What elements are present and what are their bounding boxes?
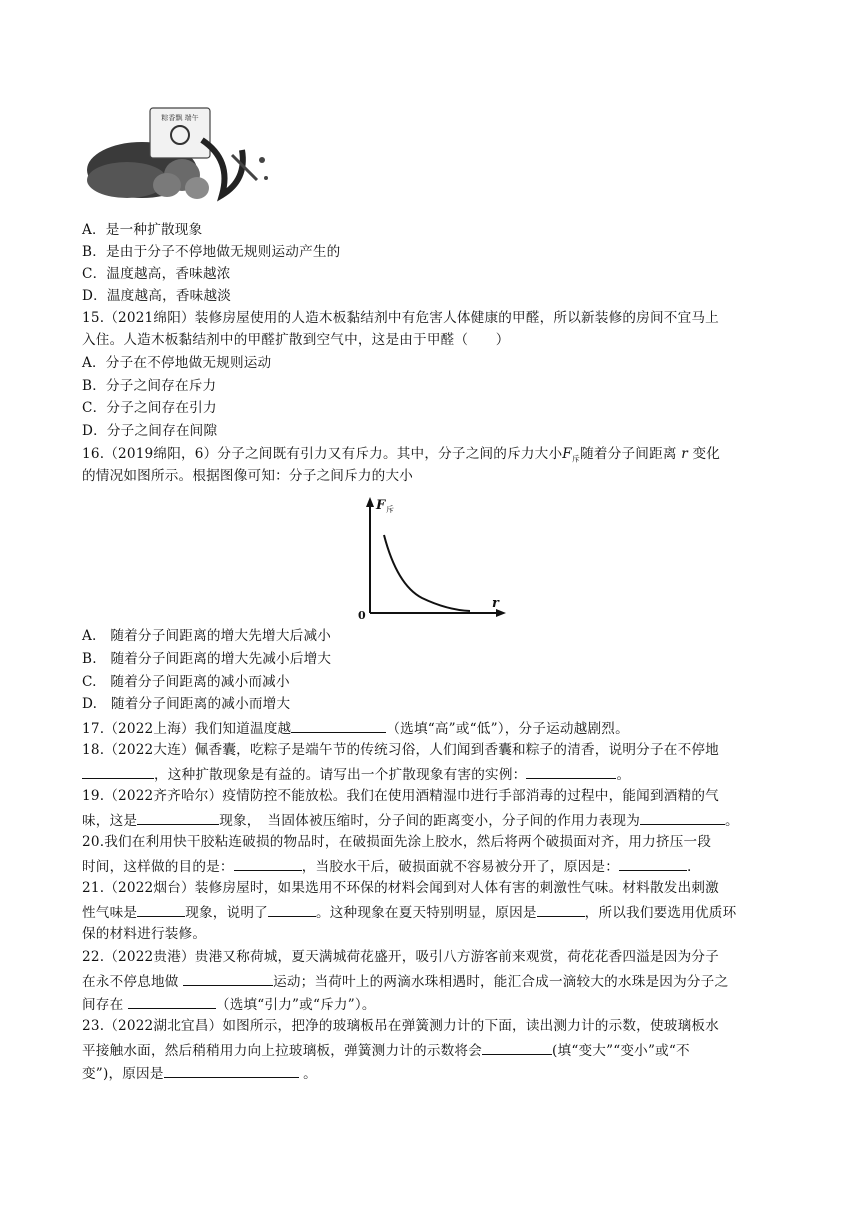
zongzi-photo <box>82 100 272 205</box>
q17-line <box>82 718 629 738</box>
q16-option-b: B. 随着分子间距离的增大先减小后增大 <box>82 651 332 667</box>
q20-text-3: . <box>687 859 692 875</box>
q14-option-d: D．温度越高，香味越淡 <box>82 288 232 304</box>
q22-blank-2[interactable] <box>128 994 216 1009</box>
symbol-r: r <box>681 446 688 462</box>
q23-text-2: (填“变大”“变小”或“不 <box>552 1043 690 1059</box>
q19-blank-2[interactable] <box>640 810 725 825</box>
q15-option-c: C．分子之间存在引力 <box>82 400 217 416</box>
q23-blank-2[interactable] <box>164 1063 299 1078</box>
q19-text-2: 现象， 当固体被压缩时，分子间的距离变小，分子间的作用力表现为 <box>219 813 640 829</box>
q22-text-1: 在永不停息地做 <box>82 974 184 990</box>
q19-blank-1[interactable] <box>137 810 219 825</box>
q22-text-3: 间存在 <box>82 997 128 1013</box>
q21-text-1: 性气味是 <box>82 905 138 921</box>
q21-blank-1[interactable] <box>137 902 185 917</box>
q20-text-2: ，当胶水干后，破损面就不容易被分开了，原因是： <box>301 859 619 875</box>
q22-line3 <box>82 994 376 1014</box>
q20-blank-1[interactable] <box>234 856 302 871</box>
symbol-F-sub: 斥 <box>571 454 581 464</box>
q21-text-3: 。这种现象在夏天特别明显，原因是 <box>315 905 537 921</box>
q16-stem-line2: 的情况如图所示。根据图像可知：分子之间斥力的大小 <box>82 468 414 484</box>
q21-text-2: 现象，说明了 <box>185 905 268 921</box>
q16-option-a: A. 随着分子间距离的增大先增大后减小 <box>82 628 332 644</box>
q22-line1: 22.（2022贵港）贵港又称荷城，夏天满城荷花盛开，吸引八方游客前来观赏，荷花花香四溢是因为分子 <box>82 949 719 965</box>
q16-stem-suffix: 随着分子间距离 <box>580 446 677 462</box>
q18-blank-2[interactable] <box>526 764 616 779</box>
q17-text-1: 17.（2022上海）我们知道温度越 <box>82 721 292 737</box>
q15-option-a: A．分子在不停地做无规则运动 <box>82 355 272 371</box>
q21-line1: 21.（2022烟台）装修房屋时，如果选用不环保的材料会闻到对人体有害的刺激性气味。材料散发出刺激 <box>82 880 719 896</box>
q23-line1: 23.（2022湖北宜昌）如图所示，把净的玻璃板吊在弹簧测力计的下面，读出测力计的示数，使玻璃板水 <box>82 1018 719 1034</box>
q20-text-1: 时间，这样做的目的是： <box>82 859 234 875</box>
q21-text-4: ，所以我们要选用优质环 <box>584 905 737 921</box>
origin-label: 0 <box>358 609 366 620</box>
q19-text-1: 味，这是 <box>82 813 138 829</box>
q23-line2 <box>82 1040 690 1060</box>
repulsion-curve <box>384 535 470 611</box>
q23-text-3: 变”)，原因是 <box>82 1066 164 1082</box>
y-axis-label: F <box>376 498 386 513</box>
q17-blank[interactable] <box>291 718 386 733</box>
q22-blank-1[interactable] <box>183 971 273 986</box>
q23-text-1: 平接触水面，然后稍稍用力向上拉玻璃板，弹簧测力计的示数将会 <box>82 1043 483 1059</box>
y-axis-arrow-icon <box>366 497 374 507</box>
q23-text-4: 。 <box>298 1066 317 1082</box>
y-axis-label-sub: 斥 <box>386 505 394 514</box>
q20-blank-2[interactable] <box>619 856 687 871</box>
photo-sign-text: 粽香飘 端午 <box>161 114 199 122</box>
q18-text-1: ，这种扩散现象是有益的。请写出一个扩散现象有害的实例： <box>154 767 527 783</box>
q18-text-2: 。 <box>616 767 631 783</box>
q21-line2 <box>82 902 736 922</box>
q22-text-2: 运动；当荷叶上的两滴水珠相遇时，能汇合成一滴较大的水珠是因为分子之 <box>273 974 729 990</box>
q18-line1: 18.（2022大连）佩香囊，吃粽子是端午节的传统习俗，人们闻到香囊和粽子的清香，说明分子在不停地 <box>82 742 719 758</box>
q15-stem-line1: 15.（2021绵阳）装修房屋使用的人造木板黏结剂中有危害人体健康的甲醛，所以新装修的房间不宜马上 <box>82 310 719 326</box>
q15-option-b: B．分子之间存在斥力 <box>82 378 217 394</box>
x-axis-label: r <box>492 596 499 611</box>
q16-option-c: C. 随着分子间距离的减小而减小 <box>82 674 290 690</box>
q16-stem-text: 16.（2019绵阳，6）分子之间既有引力又有斥力。其中，分子之间的斥力大小 <box>82 446 563 462</box>
q18-blank-1[interactable] <box>82 764 154 779</box>
q15-stem-line2: 入住。人造木板黏结剂中的甲醛扩散到空气中，这是由于甲醛（ ） <box>82 332 510 348</box>
q20-line1: 20.我们在利用快干胶粘连破损的物品时，在破损面先涂上胶水，然后将两个破损面对齐，用力挤压一段 <box>82 834 712 850</box>
q15-option-d: D．分子之间存在间隙 <box>82 423 218 439</box>
q14-option-a: A．是一种扩散现象 <box>82 222 203 238</box>
q16-stem-suffix2: 变化 <box>692 446 721 462</box>
q23-line3 <box>82 1063 317 1083</box>
q19-line2 <box>82 810 739 830</box>
q19-text-3: 。 <box>725 813 739 829</box>
symbol-F: F <box>562 446 572 462</box>
q19-line1: 19.（2022齐齐哈尔）疫情防控不能放松。我们在使用酒精湿巾进行手部消毒的过程中，能闻到酒精的气 <box>82 788 719 804</box>
q22-line2 <box>82 971 728 991</box>
q17-text-2: （选填“高”或“低”），分子运动越剧烈。 <box>386 721 629 737</box>
q21-blank-3[interactable] <box>537 902 585 917</box>
q14-option-c: C．温度越高，香味越浓 <box>82 266 231 282</box>
q16-stem-line1 <box>82 445 720 469</box>
q21-blank-2[interactable] <box>268 902 316 917</box>
q23-blank-1[interactable] <box>482 1040 552 1055</box>
q21-line3: 保的材料进行装修。 <box>82 926 207 942</box>
q18-line2 <box>82 764 630 784</box>
force-distance-graph <box>352 495 512 620</box>
q14-option-b: B．是由于分子不停地做无规则运动产生的 <box>82 244 341 260</box>
q16-option-d: D. 随着分子间距离的减小而增大 <box>82 696 291 712</box>
q22-text-4: （选填“引力”或“斥力”）。 <box>215 997 376 1013</box>
q20-line2 <box>82 856 692 876</box>
